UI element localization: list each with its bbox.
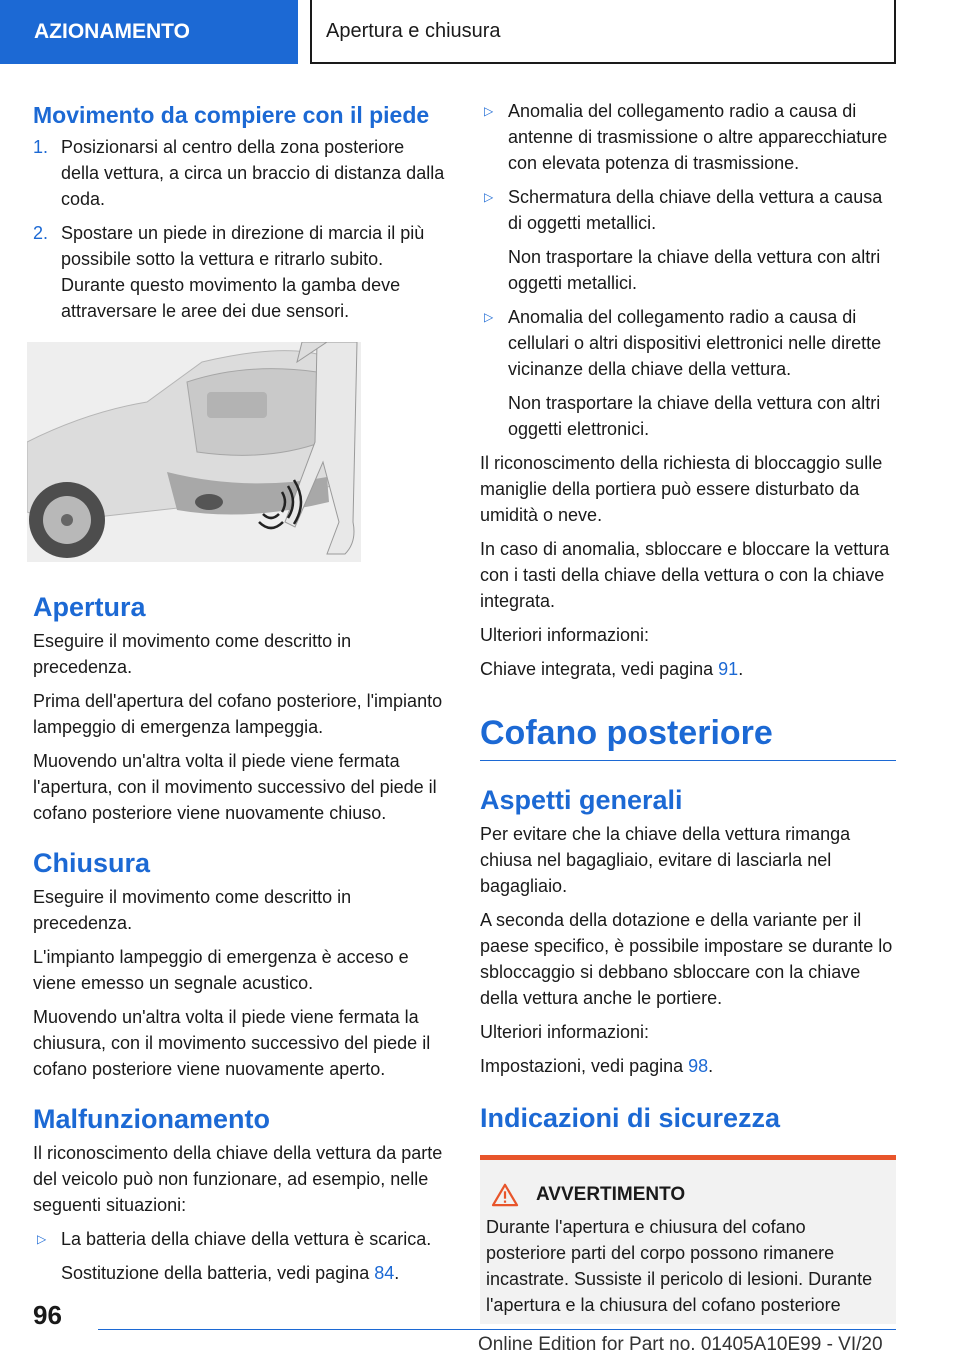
step-1 — [33, 134, 447, 212]
bullet-phones-text: Anomalia del collegamento radio a causa di cellulari o altri dispositivi elettronici nelle dirette vicinanze della chiave della vettura. — [508, 307, 882, 379]
bullet-battery — [33, 1226, 447, 1252]
step-2-number: 2. — [33, 223, 49, 243]
settings-reference-text: Impostazioni, vedi pagina — [480, 1056, 689, 1076]
bullet-shielding-text: Schermatura della chiave della vettura a causa di oggetti metallici. — [508, 187, 883, 233]
bullet-antennas-text: Anomalia del collegamento radio a causa di antenne di trasmissione o altre apparecchiature con elevata potenza di trasmissione. — [508, 101, 888, 173]
bullet-phones — [480, 304, 896, 382]
right-column — [480, 98, 896, 1324]
left-column — [33, 98, 447, 1294]
warning-box — [480, 1155, 896, 1324]
opening-paragraph-1: Eseguire il movimento come descritto in precedenza. — [33, 631, 352, 677]
malfunction-paragraph: Il riconoscimento della chiave della vettura da parte del veicolo può non funzionare, ad esempio, nelle seguenti situazioni: — [33, 1143, 443, 1215]
heading-tailgate: Cofano posteriore — [480, 708, 896, 761]
step-1-number: 1. — [33, 137, 49, 157]
page-link-91[interactable]: 91 — [718, 659, 739, 679]
warning-title: AVVERTIMENTO — [536, 1184, 686, 1205]
bullet-phones-note: Non trasportare la chiave della vettura con altri oggetti elettronici. — [508, 393, 881, 439]
header-topic — [310, 0, 896, 64]
opening-paragraph-3: Muovendo un'altra volta il piede viene fermata l'apertura, con il movimento successivo del piede il cofano posteriore viene nuovamente chiuso. — [33, 751, 437, 823]
anomaly-paragraph: In caso di anomalia, sbloccare e bloccare la vettura con i tasti della chiave della vettura o con la chiave integrata. — [480, 539, 890, 611]
heading-safety: Indicazioni di sicurezza — [480, 1103, 781, 1133]
battery-reference-text: Sostituzione della batteria, vedi pagina — [61, 1263, 375, 1283]
opening-paragraph-2: Prima dell'apertura del cofano posteriore, l'impianto lampeggio di emergenza lampeggia. — [33, 691, 443, 737]
header-section-label: AZIONAMENTO — [34, 20, 190, 43]
header-topic-label: Apertura e chiusura — [326, 19, 501, 42]
warning-header — [486, 1182, 890, 1208]
page-number: 96 — [33, 1300, 62, 1330]
key-reference — [480, 656, 896, 682]
heading-movement: Movimento da compiere con il piede — [33, 102, 430, 128]
bullet-antennas — [480, 98, 896, 176]
header-section — [0, 0, 298, 64]
triangle-right-outline-icon: ▷ — [484, 190, 494, 204]
heading-malfunction: Malfunzionamento — [33, 1104, 270, 1134]
bullet-shielding — [480, 184, 896, 236]
warning-triangle-icon — [490, 1183, 520, 1207]
closing-paragraph-3: Muovendo un'altra volta il piede viene fermata la chiusura, con il movimento successivo del piede il cofano posteriore viene nuovamente aperto. — [33, 1007, 431, 1079]
step-1-text: Posizionarsi al centro della zona posteriore della vettura, a circa un braccio di distanza dalla coda. — [61, 137, 445, 209]
general-paragraph-2: A seconda della dotazione e della variante per il paese specifico, è possibile impostare se durante lo sbloccaggio si debbano sbloccare con la chiave della vettura anche le portiere. — [480, 910, 893, 1008]
general-paragraph-1: Per evitare che la chiave della vettura rimanga chiusa nel bagagliaio, evitare di lasciarla nel bagagliaio. — [480, 824, 851, 896]
page-link-98[interactable]: 98 — [688, 1056, 709, 1076]
edition-label: Online Edition for Part no. 01405A10E99 - VI/20 — [478, 1334, 883, 1355]
step-2 — [33, 220, 447, 324]
settings-reference — [480, 1053, 896, 1079]
triangle-right-outline-icon: ▷ — [484, 104, 494, 118]
battery-reference — [61, 1260, 447, 1286]
settings-reference-period: . — [708, 1056, 714, 1076]
heading-closing: Chiusura — [33, 848, 151, 878]
warning-text: Durante l'apertura e chiusura del cofano posteriore parti del corpo possono rimanere incastrate. Sussiste il pericolo di lesioni. Durante l'apertura e la chiusura del cofano posteriore — [486, 1217, 873, 1315]
heading-opening: Apertura — [33, 592, 146, 622]
more-info-label-2: Ulteriori informazioni: — [480, 1022, 650, 1042]
closing-paragraph-2: L'impianto lampeggio di emergenza è acceso e viene emesso un segnale acustico. — [33, 947, 409, 993]
more-info-label: Ulteriori informazioni: — [480, 625, 650, 645]
triangle-right-outline-icon: ▷ — [37, 1232, 47, 1246]
key-reference-text: Chiave integrata, vedi pagina — [480, 659, 719, 679]
key-reference-period: . — [738, 659, 744, 679]
handles-paragraph: Il riconoscimento della richiesta di bloccaggio sulle maniglie della portiera può essere disturbato da umidità o neve. — [480, 453, 883, 525]
tailgate-illustration — [27, 342, 361, 562]
car-rear-foot-gesture-image — [27, 342, 361, 562]
battery-reference-period: . — [394, 1263, 400, 1283]
step-2-text: Spostare un piede in direzione di marcia il più possibile sotto la vettura e ritrarlo subito. Durante questo movimento la gamba deve attraversare le aree dei due sensori. — [61, 223, 425, 321]
heading-general: Aspetti generali — [480, 785, 683, 815]
bullet-battery-text: La batteria della chiave della vettura è scarica. — [61, 1229, 432, 1249]
footer-divider — [98, 1329, 896, 1330]
triangle-right-outline-icon: ▷ — [484, 310, 494, 324]
bullet-shielding-note: Non trasportare la chiave della vettura con altri oggetti metallici. — [508, 247, 881, 293]
page-link-84[interactable]: 84 — [374, 1263, 395, 1283]
closing-paragraph-1: Eseguire il movimento come descritto in precedenza. — [33, 887, 352, 933]
